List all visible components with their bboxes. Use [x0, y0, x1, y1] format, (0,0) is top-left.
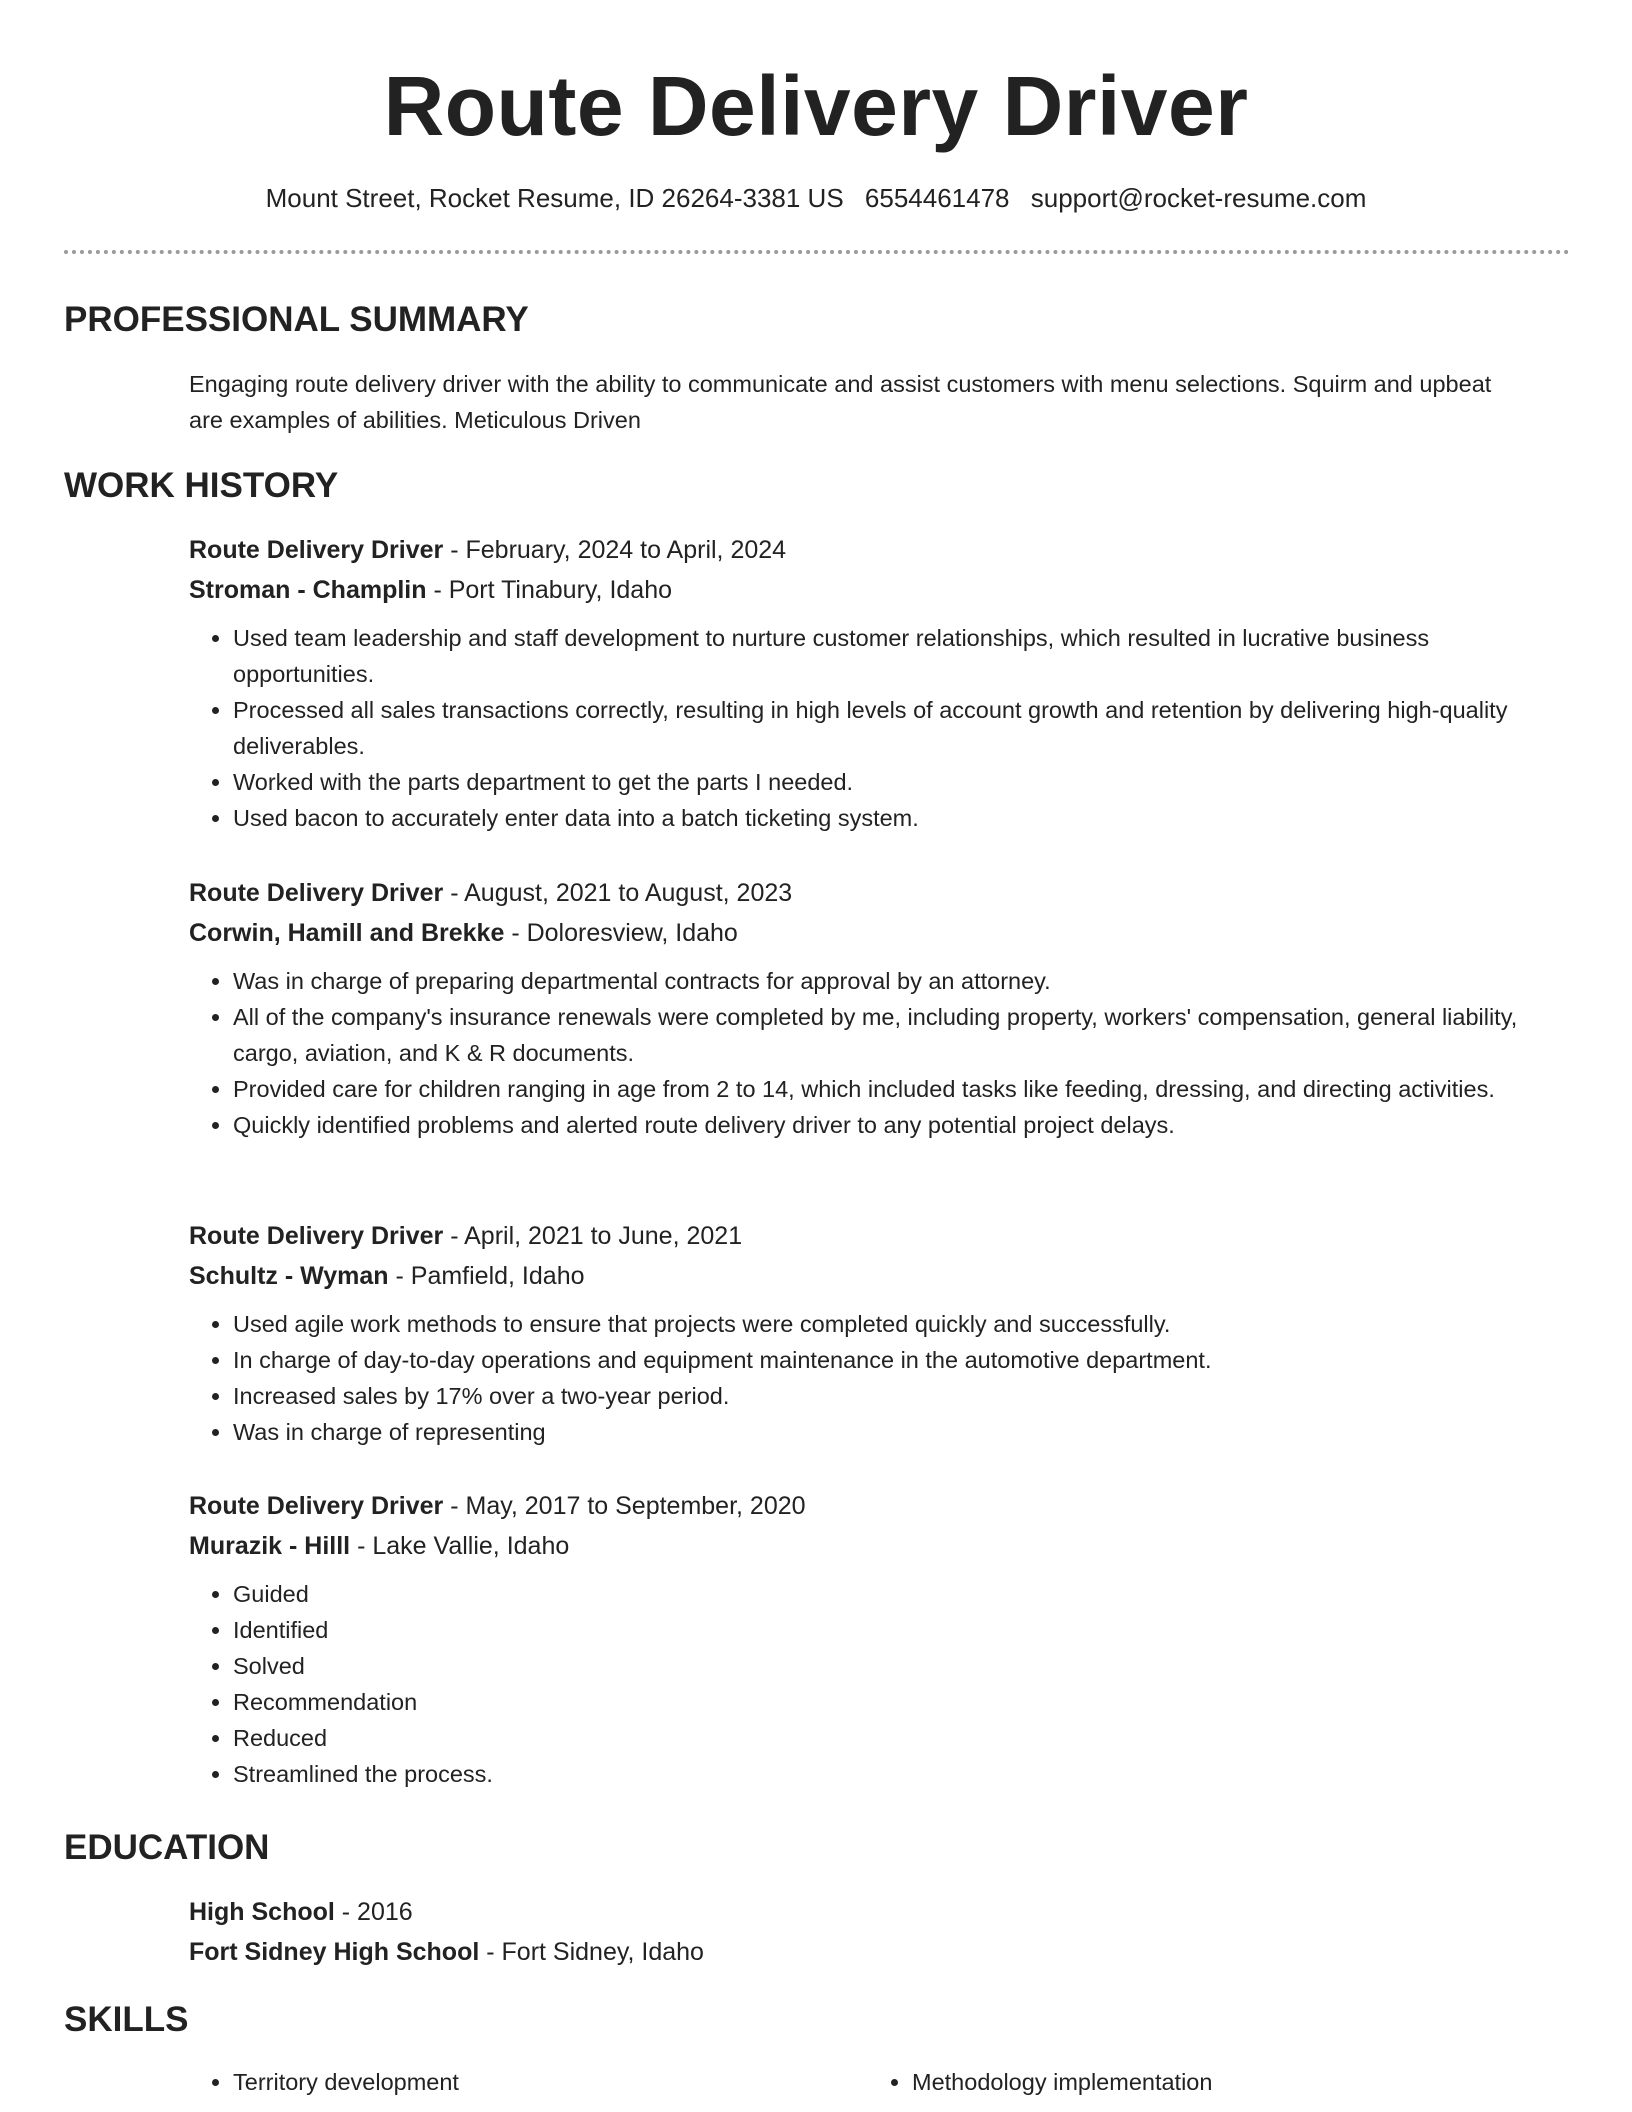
- job-bullet: • Used team leadership and staff development to nurture customer relationships, which resulted in lucrative business opportunities.: [233, 620, 1529, 692]
- job-company: Schultz - Wyman: [189, 1262, 389, 1290]
- education-entry: [189, 1892, 1529, 1972]
- job-entry: [189, 1486, 1529, 1792]
- job-bullet: • Quickly identified problems and alerted route delivery driver to any potential project delays.: [233, 1107, 1529, 1143]
- job-bullet: • Identified: [233, 1612, 1529, 1648]
- job-dates: - April, 2021 to June, 2021: [443, 1222, 743, 1250]
- job-bullet: • All of the company's insurance renewals were completed by me, including property, workers' compensation, general liability, cargo, aviation, and K & R documents.: [233, 999, 1529, 1071]
- job-title: Route Delivery Driver: [189, 1492, 444, 1520]
- job-company-line: [189, 913, 1529, 953]
- job-company-line: [189, 1256, 1529, 1296]
- job-title: Route Delivery Driver: [189, 536, 444, 564]
- header-divider: [64, 250, 1570, 254]
- skills-list-left: [189, 2064, 829, 2100]
- job-bullet: • Used bacon to accurately enter data into a batch ticketing system.: [233, 800, 1529, 836]
- job-title: Route Delivery Driver: [189, 879, 444, 907]
- education-school-line: [189, 1932, 1529, 1972]
- job-bullets: [189, 963, 1529, 1143]
- skill-item: • Territory development: [233, 2064, 829, 2100]
- job-bullet: • Recommendation: [233, 1684, 1529, 1720]
- contact-address: Mount Street, Rocket Resume, ID 26264-3381 US: [265, 183, 844, 213]
- section-title-summary: PROFESSIONAL SUMMARY: [64, 300, 529, 339]
- job-bullets: [189, 620, 1529, 836]
- job-title-line: [189, 530, 1529, 570]
- education-location: - Fort Sidney, Idaho: [479, 1938, 704, 1966]
- job-entry: [189, 530, 1529, 836]
- job-bullet: • Guided: [233, 1576, 1529, 1612]
- contact-email: support@rocket-resume.com: [1030, 183, 1367, 213]
- job-company: Stroman - Champlin: [189, 576, 427, 604]
- job-bullet: • Processed all sales transactions correctly, resulting in high levels of account growth and retention by delivering high-quality deliverables.: [233, 692, 1529, 764]
- job-entry: [189, 873, 1529, 1143]
- job-title-line: [189, 1486, 1529, 1526]
- job-company: Corwin, Hamill and Brekke: [189, 919, 505, 947]
- job-bullet: • Worked with the parts department to get the parts I needed.: [233, 764, 1529, 800]
- education-school: Fort Sidney High School: [189, 1938, 480, 1966]
- job-company-line: [189, 1526, 1529, 1566]
- skills-column-left: [189, 2064, 829, 2100]
- job-location: - Pamfield, Idaho: [388, 1262, 585, 1290]
- skills-column-right: [868, 2064, 1508, 2100]
- candidate-name: Route Delivery Driver: [383, 59, 1249, 153]
- job-location: - Lake Vallie, Idaho: [350, 1532, 570, 1560]
- job-bullet: • Was in charge of representing: [233, 1414, 1529, 1450]
- section-title-education: EDUCATION: [64, 1828, 270, 1867]
- job-bullet: • Reduced: [233, 1720, 1529, 1756]
- job-bullets: [189, 1576, 1529, 1792]
- education-year: - 2016: [334, 1898, 413, 1926]
- education-degree-line: [189, 1892, 1529, 1932]
- job-location: - Doloresview, Idaho: [504, 919, 738, 947]
- job-dates: - August, 2021 to August, 2023: [443, 879, 793, 907]
- skill-item: • Methodology implementation: [912, 2064, 1508, 2100]
- job-bullet: • Provided care for children ranging in age from 2 to 14, which included tasks like feeding, dressing, and directing activities.: [233, 1071, 1529, 1107]
- job-title: Route Delivery Driver: [189, 1222, 444, 1250]
- section-title-skills: SKILLS: [64, 2000, 189, 2039]
- job-title-line: [189, 873, 1529, 913]
- skills-list-right: [868, 2064, 1508, 2100]
- job-bullet: • Increased sales by 17% over a two-year period.: [233, 1378, 1529, 1414]
- job-bullets: [189, 1306, 1529, 1450]
- job-bullet: • Used agile work methods to ensure that projects were completed quickly and successfully.: [233, 1306, 1529, 1342]
- job-location: - Port Tinabury, Idaho: [426, 576, 673, 604]
- contact-line: [0, 180, 1632, 216]
- job-bullet: • In charge of day-to-day operations and equipment maintenance in the automotive department.: [233, 1342, 1529, 1378]
- job-dates: - February, 2024 to April, 2024: [443, 536, 787, 564]
- contact-phone: 6554461478: [864, 183, 1010, 213]
- job-company-line: [189, 570, 1529, 610]
- job-bullet: • Was in charge of preparing departmental contracts for approval by an attorney.: [233, 963, 1529, 999]
- section-title-work-history: WORK HISTORY: [64, 466, 339, 505]
- job-bullet: • Solved: [233, 1648, 1529, 1684]
- job-entry: [189, 1216, 1529, 1450]
- education-degree: High School: [189, 1898, 335, 1926]
- job-bullet: • Streamlined the process.: [233, 1756, 1529, 1792]
- summary-text: Engaging route delivery driver with the ability to communicate and assist customers with menu selections. Squirm and upbeat are examples of abilities. Meticulous Driven: [189, 371, 1492, 433]
- job-title-line: [189, 1216, 1529, 1256]
- job-dates: - May, 2017 to September, 2020: [443, 1492, 806, 1520]
- job-company: Murazik - Hilll: [189, 1532, 351, 1560]
